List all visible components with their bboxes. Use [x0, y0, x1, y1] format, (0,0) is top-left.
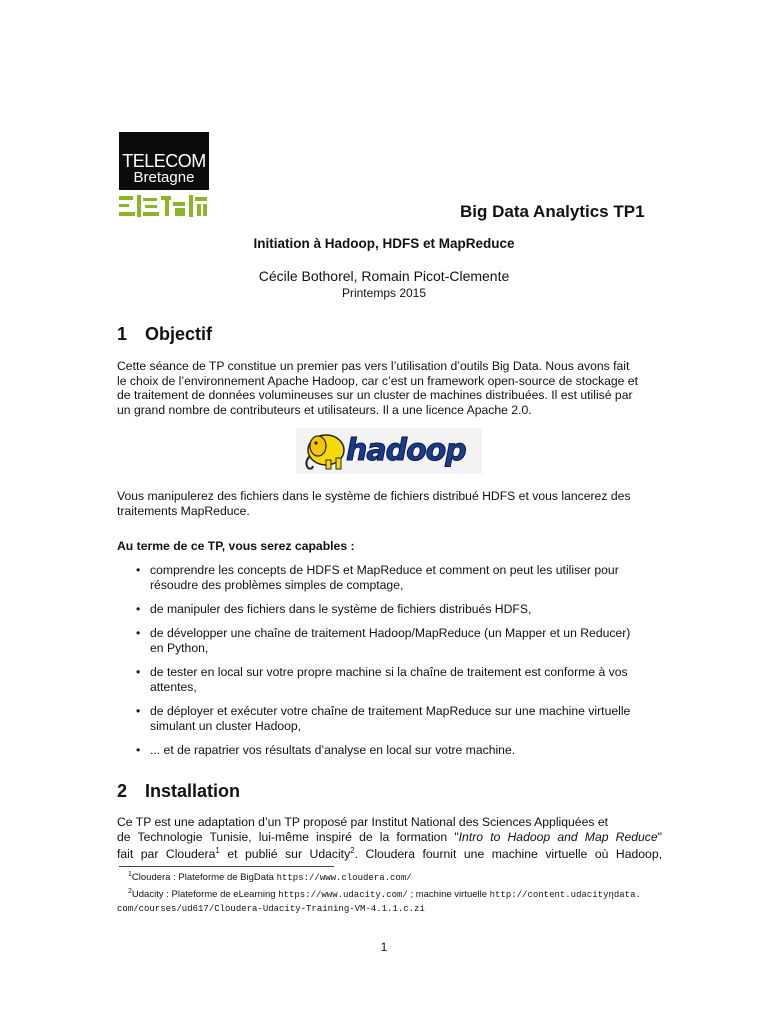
logo-line1: TELECOM — [122, 151, 206, 171]
bullet-icon: • — [136, 665, 141, 679]
text-line: le choix de l’environnement Apache Hadoop, car c’est un framework open-source de stockage et — [117, 373, 638, 388]
text-line — [117, 830, 662, 845]
footnote-ref: 1 — [215, 846, 220, 855]
bullet-icon: • — [136, 626, 141, 640]
document-subtitle: Initiation à Hadoop, HDFS et MapReduce — [253, 236, 515, 251]
footnote-text: Udacity : Plateforme de eLearning — [131, 889, 279, 901]
course-title: Intro to Hadoop and Map Reduce — [458, 829, 658, 844]
list-item — [136, 704, 662, 743]
hadoop-logo — [296, 428, 482, 474]
text-line — [117, 844, 662, 862]
text-line: de développer une chaîne de traitement Hadoop/MapReduce (un Mapper et un Reducer) — [150, 626, 631, 640]
section-number: 2 — [117, 781, 128, 801]
text-line: Ce TP est une adaptation d’un TP proposé par Institut National des Sciences Appliquées et — [117, 815, 608, 829]
capabilities-list — [136, 563, 662, 759]
footnote-2-continued — [117, 902, 668, 916]
text-line: Vous manipulerez des fichiers dans le système de fichiers distribué HDFS et vous lancerez des — [117, 489, 631, 503]
text-span: et publié sur Udacity — [219, 847, 351, 862]
footnote-rule — [119, 866, 334, 867]
footnote-link[interactable]: https://www.udacity.com/ — [278, 890, 408, 901]
logo-line2: Bretagne — [133, 169, 195, 186]
section-number: 1 — [117, 324, 128, 344]
bullet-icon: • — [136, 602, 141, 616]
footnote-number: 2 — [128, 888, 132, 896]
text-span: fait par Cloudera — [117, 847, 216, 862]
list-item — [136, 563, 662, 602]
logo-glyphs-icon — [119, 194, 209, 218]
section-2-heading — [117, 781, 240, 802]
date: Printemps 2015 — [341, 286, 427, 300]
section-title: Objectif — [145, 324, 213, 344]
objective-paragraph — [117, 359, 662, 417]
text-line: ... et de rapatrier vos résultats d’analyse en local sur votre machine. — [150, 743, 516, 757]
text-line: de tester en local sur votre propre machine si la chaîne de traitement est conforme à vos — [150, 665, 628, 679]
footnote-2 — [128, 885, 668, 902]
footnote-text: ; machine virtuelle — [407, 889, 490, 901]
list-item — [136, 602, 662, 626]
footnote-text: Cloudera : Plateforme de BigData — [131, 872, 277, 884]
list-item — [136, 626, 662, 665]
footnote-ref: 2 — [350, 846, 355, 855]
bullet-icon: • — [136, 704, 141, 718]
telecom-bretagne-logo — [119, 132, 209, 217]
bullet-icon: • — [136, 743, 141, 757]
section-1-heading — [117, 324, 212, 345]
installation-paragraph — [117, 815, 662, 862]
text-span: . Cloudera fournit une machine virtuelle où Hadoop, — [354, 847, 663, 862]
text-line: de manipuler des fichiers dans le système de fichiers distribués HDFS, — [150, 602, 532, 616]
footnote-link[interactable]: http://content.udacityηdata. — [489, 890, 641, 901]
text-line: un grand nombre de contributeurs et utilisateurs. Il a une licence Apache 2.0. — [117, 402, 532, 417]
text-span: " — [657, 829, 662, 844]
text-line: résoudre des problèmes simples de comptage, — [150, 577, 404, 592]
text-line: attentes, — [150, 679, 197, 694]
section-title: Installation — [145, 781, 241, 801]
text-line: comprendre les concepts de HDFS et MapReduce et comment on peut les utiliser pour — [150, 563, 619, 577]
text-line: en Python, — [150, 640, 209, 655]
hadoop-wordmark: hadoop — [346, 433, 466, 468]
footnotes — [117, 868, 668, 916]
text-span: de Technologie Tunisie, lui-même inspiré de la formation " — [117, 829, 459, 844]
text-line: Cette séance de TP constitue un premier pas vers l’utilisation d’outils Big Data. Nous avons fait — [117, 359, 630, 373]
document-title: Big Data Analytics TP1 — [460, 202, 645, 221]
text-line: simulant un cluster Hadoop, — [150, 718, 302, 733]
footnote-1 — [128, 868, 668, 885]
footnote-link[interactable]: https://www.cloudera.com/ — [276, 873, 412, 884]
capabilities-heading: Au terme de ce TP, vous serez capables : — [117, 539, 355, 553]
text-line: de déployer et exécuter votre chaîne de traitement MapReduce sur une machine virtuelle — [150, 704, 631, 718]
list-item — [136, 665, 662, 704]
bullet-icon: • — [136, 563, 141, 577]
text-line: de traitement de données volumineuses sur un cluster de machines distribuées. Il est utilisé par — [117, 388, 633, 402]
footnote-number: 1 — [128, 871, 132, 878]
footnote-link[interactable]: com/courses/ud617/Cloudera-Udacity-Training-VM-4.1.1.c.zi — [117, 904, 425, 915]
text-line: traitements MapReduce. — [117, 503, 250, 518]
list-item — [136, 743, 662, 759]
page-number: 1 — [380, 940, 388, 954]
authors: Cécile Bothorel, Romain Picot-Clemente — [258, 268, 510, 284]
hdfs-paragraph — [117, 489, 662, 518]
